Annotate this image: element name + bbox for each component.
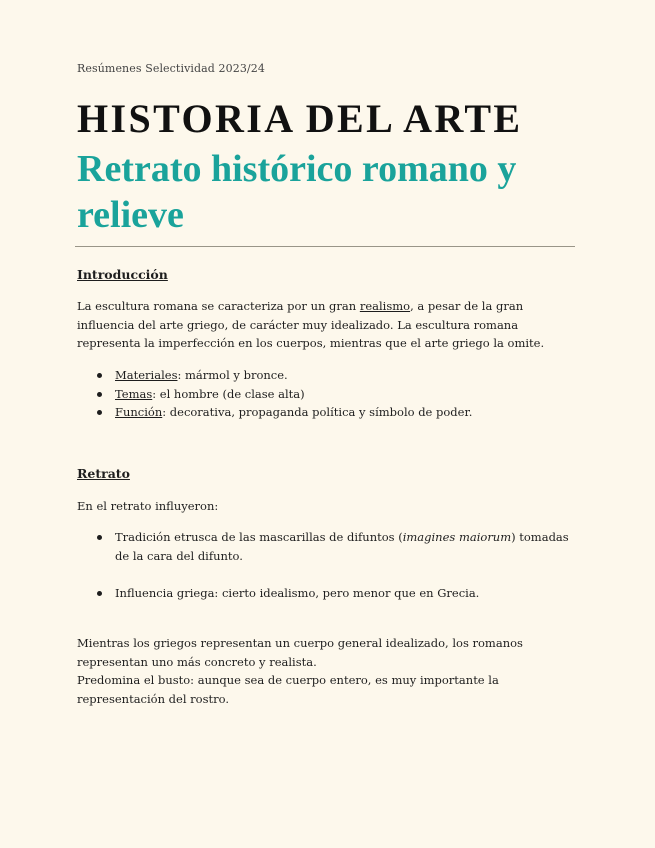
document-title: HISTORIA DEL ARTE <box>77 96 523 141</box>
retrato-list-2 <box>77 584 573 603</box>
list-item <box>77 366 573 385</box>
list-item-label: Función <box>115 405 163 419</box>
list-item-text: : mármol y bronce. <box>177 368 288 382</box>
intro-paragraph <box>77 297 573 353</box>
title-divider <box>75 246 575 247</box>
realism-term: realismo <box>359 299 411 313</box>
list-item <box>77 528 573 565</box>
list-item <box>77 385 573 404</box>
document-subtitle: Retrato histórico romano y relieve <box>77 148 517 236</box>
list-item-label: Materiales <box>115 368 178 382</box>
retrato-paragraph-2: Predomina el busto: aunque sea de cuerpo entero, es muy importante la representación del rostro. <box>77 673 499 706</box>
retrato-paragraph-1: Mientras los griegos representan un cuerpo general idealizado, los romanos representan uno más concreto y realista. <box>77 636 523 669</box>
imagines-maiorum-term: imagines maiorum <box>402 530 512 544</box>
list-item-text: Tradición etrusca de las mascarillas de difuntos ( <box>115 530 403 544</box>
intro-heading: Introducción <box>77 267 168 282</box>
retrato-list <box>77 528 573 565</box>
list-item-text: Influencia griega: cierto idealismo, pero menor que en Grecia. <box>115 586 480 600</box>
list-item <box>77 584 573 603</box>
list-item-label: Temas <box>115 386 153 401</box>
list-item-text: : el hombre (de clase alta) <box>152 386 305 401</box>
list-item-text: : decorativa, propaganda política y símbolo de poder. <box>162 405 473 419</box>
intro-text-a: La escultura romana se caracteriza por un gran <box>77 299 360 313</box>
list-item <box>77 403 573 422</box>
intro-list <box>77 366 573 422</box>
list-item-text: ) tomadas de la cara del difunto. <box>115 530 569 563</box>
retrato-heading: Retrato <box>77 466 130 481</box>
intro-text-b: , a pesar de la gran influencia del arte griego, de carácter muy idealizado. La escultura romana representa la imperfección en los cuerpos, mientras que el arte griego la omite. <box>77 299 545 350</box>
retrato-lead: En el retrato influyeron: <box>77 499 219 513</box>
header-note: Resúmenes Selectividad 2023/24 <box>77 62 265 75</box>
